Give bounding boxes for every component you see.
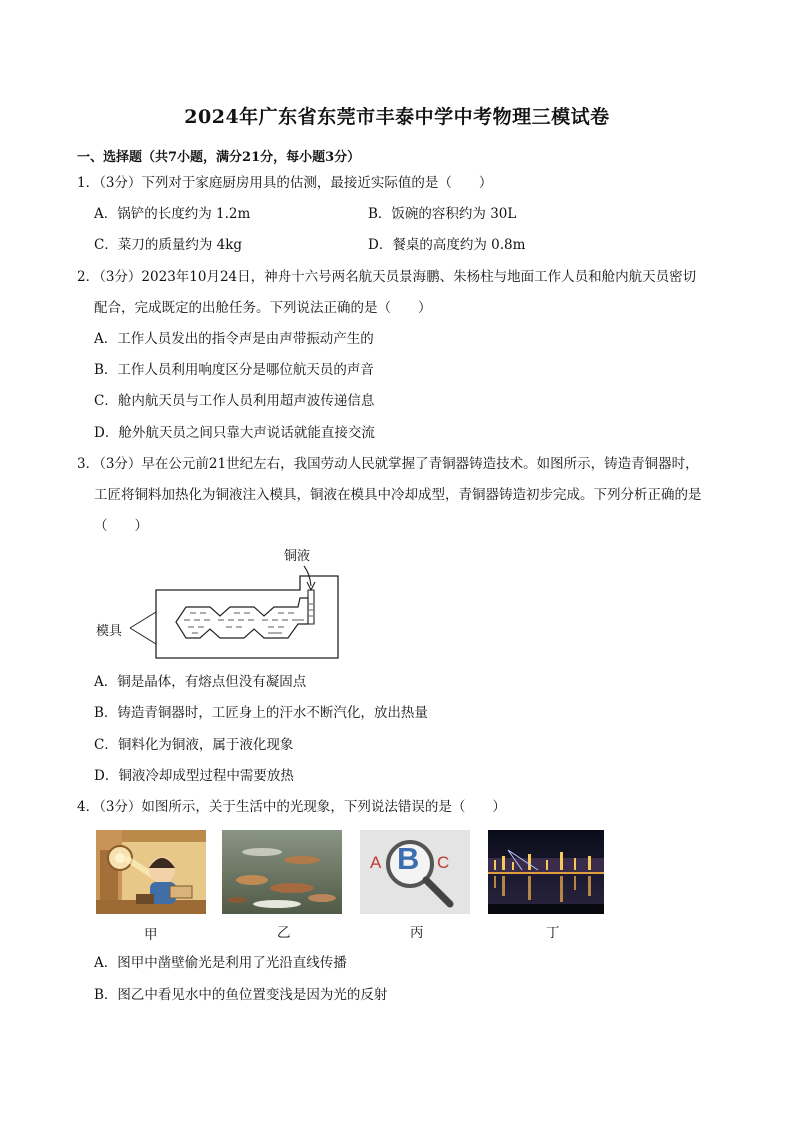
mold-diagram-svg	[92, 540, 352, 665]
diagram-label-liquid: 铜液	[284, 549, 311, 564]
diagram-label-mold: 模具	[96, 624, 123, 639]
image-caption-yi: 乙	[277, 925, 291, 941]
question-3-option-a[interactable]: A．铜是晶体，有熔点但没有凝固点	[94, 674, 307, 690]
magnifier-letter-b: B	[397, 841, 420, 876]
question-3-option-c[interactable]: C．铜料化为铜液，属于液化现象	[94, 737, 294, 753]
question-1-stem: 1．（3分）下列对于家庭厨房用具的估测，最接近实际值的是（ ）	[77, 175, 493, 191]
question-2-option-a[interactable]: A．工作人员发出的指令声是由声带振动产生的	[94, 331, 374, 347]
mold-diagram	[92, 540, 352, 665]
question-1-option-a[interactable]: A．锅铲的长度约为 1.2m	[94, 206, 251, 222]
mold-pointer-bottom	[130, 628, 156, 644]
image-ding-illustration	[488, 830, 604, 914]
question-3-option-d[interactable]: D．铜液冷却成型过程中需要放热	[94, 768, 294, 784]
question-3-stem-line2: 工匠将铜料加热化为铜液注入模具，铜液在模具中冷却成型，青铜器铸造初步完成。下列分析正确的是	[94, 487, 702, 503]
question-2-stem-line1: 2．（3分）2023年10月24日，神舟十六号两名航天员景海鹏、朱杨柱与地面工作人员和舱内航天员密切	[77, 269, 697, 285]
question-3-stem-line1: 3．（3分）早在公元前21世纪左右，我国劳动人民就掌握了青铜器铸造技术。如图所示，铸造青铜器时，	[77, 456, 699, 472]
mold-pointer-top	[130, 612, 156, 628]
section-heading: 一、选择题（共7小题，满分21分，每小题3分）	[77, 150, 361, 165]
question-4-stem: 4．（3分）如图所示，关于生活中的光现象，下列说法错误的是（ ）	[77, 799, 506, 815]
question-1-option-d[interactable]: D．餐桌的高度约为 0.8m	[368, 237, 526, 253]
mold-cavity	[176, 598, 308, 638]
question-1-option-c[interactable]: C．菜刀的质量约为 4kg	[94, 237, 243, 253]
question-2-option-b[interactable]: B．工作人员利用响度区分是哪位航天员的声音	[94, 362, 374, 378]
image-yi-illustration	[222, 830, 342, 914]
question-4-option-a[interactable]: A．图甲中凿壁偷光是利用了光沿直线传播	[94, 955, 347, 971]
question-2-option-d[interactable]: D．舱外航天员之间只靠大声说话就能直接交流	[94, 425, 375, 441]
image-jia-illustration	[96, 830, 206, 914]
question-4-option-b[interactable]: B．图乙中看见水中的鱼位置变浅是因为光的反射	[94, 987, 388, 1003]
question-3-stem-line3: （ ）	[94, 518, 148, 534]
image-caption-ding: 丁	[546, 925, 560, 941]
image-yi	[222, 830, 342, 914]
question-2-stem-line2: 配合，完成既定的出舱任务。下列说法正确的是（ ）	[94, 300, 432, 316]
question-1-option-b[interactable]: B．饭碗的容积约为 30L	[368, 206, 517, 222]
image-jia	[96, 830, 206, 914]
question-2-option-c[interactable]: C．舱内航天员与工作人员利用超声波传递信息	[94, 393, 375, 409]
image-caption-bing: 丙	[410, 925, 424, 941]
magnifier-letter-c: C	[437, 853, 450, 872]
page-title: 2024年广东省东莞市丰泰中学中考物理三模试卷	[184, 106, 610, 128]
sprue-channel	[308, 590, 314, 624]
image-ding	[488, 830, 604, 914]
image-caption-jia: 甲	[144, 927, 158, 943]
magnifier-letter-a: A	[370, 853, 382, 872]
question-3-option-b[interactable]: B．铸造青铜器时，工匠身上的汗水不断汽化，放出热量	[94, 705, 428, 721]
